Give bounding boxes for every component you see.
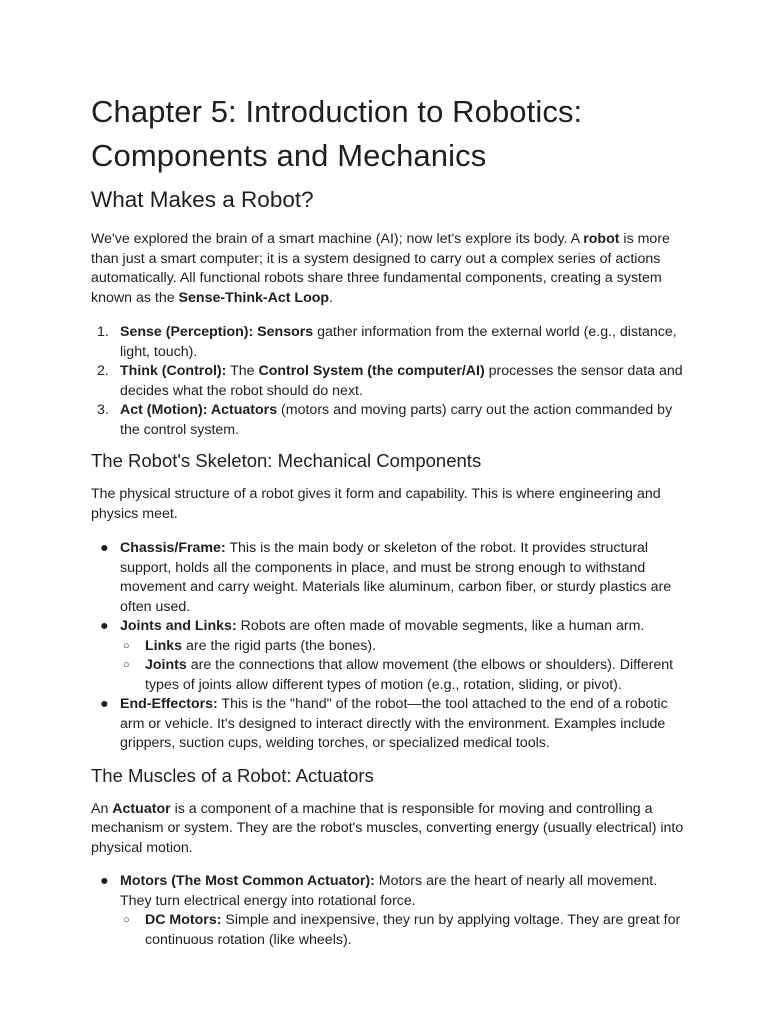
chapter-title-line2: Components and Mechanics [91,138,487,173]
intro-bold-robot: robot [583,231,620,247]
bullet-icon: ● [100,696,109,712]
list-item-bold: Links [145,637,183,654]
actuators-list [91,872,691,950]
actuators-bold: Actuator [112,800,171,817]
intro-text: is more than just a smart computer; it is a system designed to carry out a complex series of actions automatically. All functional robots share three fundamental components, creating a system known as the [91,231,670,306]
sublist-item-dc-motors [91,911,691,950]
list-item-bold: Sense (Perception): Sensors [120,324,314,340]
list-item-bold: DC Motors: [145,912,222,928]
list-item-end-effectors [91,695,691,754]
list-number: 3. [97,402,109,418]
list-number: 1. [97,324,109,340]
list-item-joints-links [91,617,691,637]
list-item-bold: Act (Motion): Actuators [120,402,278,418]
section-heading-skeleton: The Robot's Skeleton: Mechanical Components [91,450,482,471]
skeleton-paragraph: The physical structure of a robot gives it form and capability. This is where engineering and physics meet. [91,486,661,522]
list-item-bold: Think (Control): [120,363,227,379]
list-item-bold: End-Effectors: [120,696,218,712]
list-item-text: processes the sensor data and decides what the robot should do next. [120,363,683,399]
chapter-title [91,90,691,178]
bullet-icon: ● [100,540,109,556]
list-item-text: Robots are often made of movable segments, like a human arm. [236,618,645,634]
list-item-sense [91,323,691,362]
list-item-think [91,362,691,401]
list-item-text: gather information from the external world (e.g., distance, light, touch). [120,324,677,360]
list-item-text: This is the "hand" of the robot—the tool attached to the end of a robotic arm or vehicle. It's designed to interact directly with the environment. Examples include grippers, suction cups, welding torches, or specialized medical tools. [120,696,668,751]
intro-text: We've explored the brain of a smart machine (AI); now let's explore its body. A [91,231,584,247]
list-item-chassis [91,539,691,617]
intro-text: . [329,289,334,306]
chapter-title-line1: Chapter 5: Introduction to Robotics: [91,94,583,129]
section-heading-what-makes-a-robot: What Makes a Robot? [91,187,314,212]
intro-bold-loop: Sense-Think-Act Loop [178,289,330,306]
actuators-paragraph [91,800,691,859]
sublist-item-links [91,637,691,657]
intro-paragraph [91,230,691,308]
sense-think-act-list [91,323,691,440]
actuators-text: is a component of a machine that is responsible for moving and controlling a mechanism or system. They are the robot's muscles, converting energy (usually electrical) into physical motion. [91,800,684,856]
list-item-text: are the rigid parts (the bones). [182,637,377,654]
bullet-icon: ● [100,873,109,889]
list-item-motors [91,872,691,911]
list-item-text: Motors are the heart of nearly all movement. They turn electrical energy into rotational force. [120,873,658,909]
mechanical-components-list [91,539,691,754]
hollow-bullet-icon: ○ [123,914,130,926]
list-item-text: are the connections that allow movement (the elbows or shoulders). Different types of joints allow different types of motion (e.g., rotation, sliding, or pivot). [145,657,674,693]
list-item-act [91,401,691,440]
section-heading-actuators: The Muscles of a Robot: Actuators [91,764,374,786]
hollow-bullet-icon: ○ [123,639,130,652]
list-item-text: The [226,363,259,379]
list-item-bold: Motors (The Most Common Actuator): [120,873,375,889]
actuators-text: An [91,800,113,817]
document-body [91,90,691,950]
list-item-bold: Joints [145,657,187,673]
list-item-text: (motors and moving parts) carry out the action commanded by the control system. [120,402,673,438]
list-number: 2. [97,363,109,379]
hollow-bullet-icon: ○ [123,659,130,671]
list-item-bold: Chassis/Frame: [120,540,226,556]
bullet-icon: ● [100,618,109,634]
list-item-text: This is the main body or skeleton of the robot. It provides structural support, holds all the components in place, and must be strong enough to withstand movement and carry weight. Materials like aluminum, carbon fiber, or sturdy plastics are often used. [120,540,672,615]
list-item-bold: Joints and Links: [120,618,237,634]
list-item-text: Simple and inexpensive, they run by applying voltage. They are great for continuous rotation (like wheels). [145,912,681,948]
sublist-item-joints [91,656,691,695]
list-item-bold: Control System (the computer/AI) [258,363,485,379]
